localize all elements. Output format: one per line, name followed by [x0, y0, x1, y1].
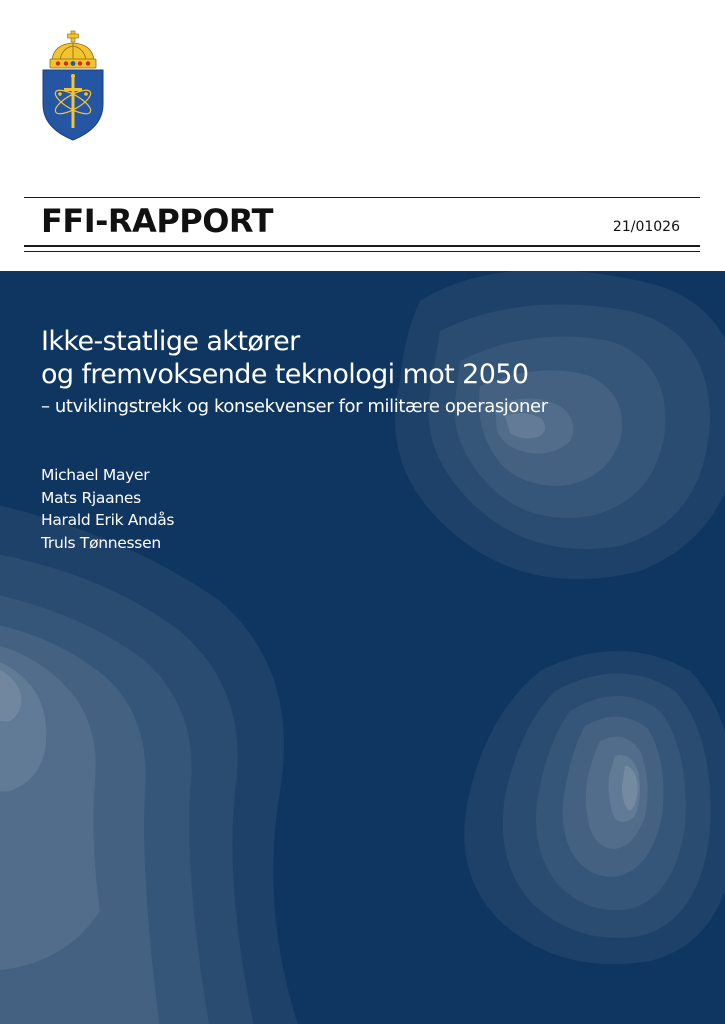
author-list	[41, 464, 174, 554]
report-number: 21/01026	[612, 219, 680, 235]
header-top-rule	[24, 197, 700, 198]
author-name: Harald Erik Andås	[41, 511, 175, 529]
report-type-label: FFI-RAPPORT	[41, 202, 273, 240]
report-title	[41, 325, 528, 391]
header-bottom-rule-thin	[24, 251, 700, 252]
report-subtitle: – utviklingstrekk og konsekvenser for militære operasjoner	[41, 396, 548, 417]
report-title-line: og fremvoksende teknologi mot 2050	[41, 359, 529, 390]
header-bottom-rule	[24, 245, 700, 247]
cover-panel	[0, 271, 725, 1024]
author-name: Truls Tønnessen	[41, 533, 161, 552]
report-title-line: Ikke-statlige aktører	[41, 326, 300, 357]
author-name: Michael Mayer	[41, 466, 150, 484]
ffi-crest-icon	[40, 30, 106, 142]
author-name: Mats Rjaanes	[41, 488, 141, 507]
